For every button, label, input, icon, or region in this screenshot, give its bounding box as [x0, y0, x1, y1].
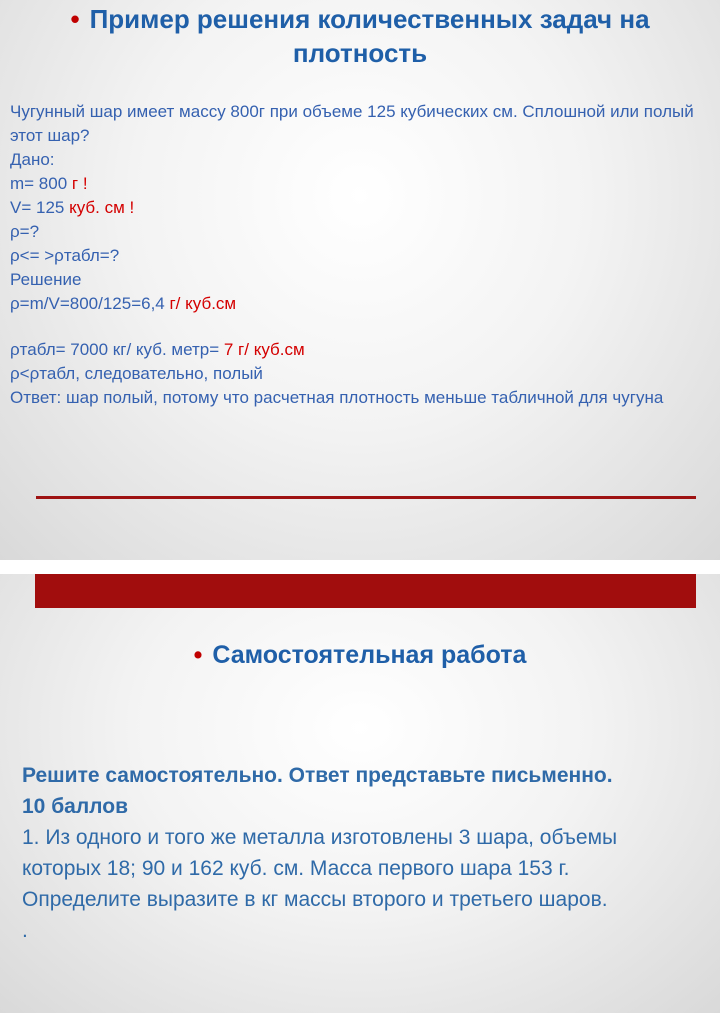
answer: Ответ: шар полый, потому что расчетная плотность меньше табличной для чугуна [10, 388, 664, 407]
task-line: которых 18; 90 и 162 куб. см. Масса первого шара 153 г. [22, 857, 570, 880]
task-line: . [22, 919, 28, 942]
problem-line: Чугунный шар имеет массу 800г при объеме 125 кубических см. Сплошной или полый [10, 102, 694, 121]
bullet-icon: • [193, 641, 203, 669]
slide-independent-work [0, 574, 720, 1013]
bullet-icon: • [70, 4, 80, 34]
header-bar [35, 574, 696, 608]
conclusion: ρ<ρтабл, следовательно, полый [10, 364, 263, 383]
problem-line: этот шар? [10, 126, 90, 145]
divider-line [36, 496, 696, 499]
given-label: Дано: [10, 150, 55, 169]
solution-text [10, 100, 700, 410]
solution-label: Решение [10, 270, 82, 289]
slide-title-line2: плотность [292, 38, 428, 68]
slide-title-line1: • Пример решения количественных задач на [70, 4, 650, 34]
task-line: Определите выразите в кг массы второго и третьего шаров. [22, 888, 608, 911]
density-calculation: ρ=m/V=800/125=6,4 г/ куб.см [10, 294, 237, 313]
density-comparison: ρ<= >ρтабл=? [10, 246, 120, 265]
given-volume: V= 125 куб. см ! [10, 198, 135, 217]
table-density: ρтабл= 7000 кг/ куб. метр= 7 г/ куб.см [10, 340, 305, 359]
task-line: 1. Из одного и того же металла изготовлены 3 шара, объемы [22, 826, 618, 849]
given-mass: m= 800 г ! [10, 174, 88, 193]
task-text [22, 760, 702, 946]
spacer [10, 316, 700, 338]
unknown-density: ρ=? [10, 222, 40, 241]
task-instruction: Решите самостоятельно. Ответ представьте письменно. [22, 764, 613, 787]
slide-gap [0, 560, 720, 574]
task-points: 10 баллов [22, 795, 128, 818]
slide-title: • Самостоятельная работа [193, 641, 527, 669]
